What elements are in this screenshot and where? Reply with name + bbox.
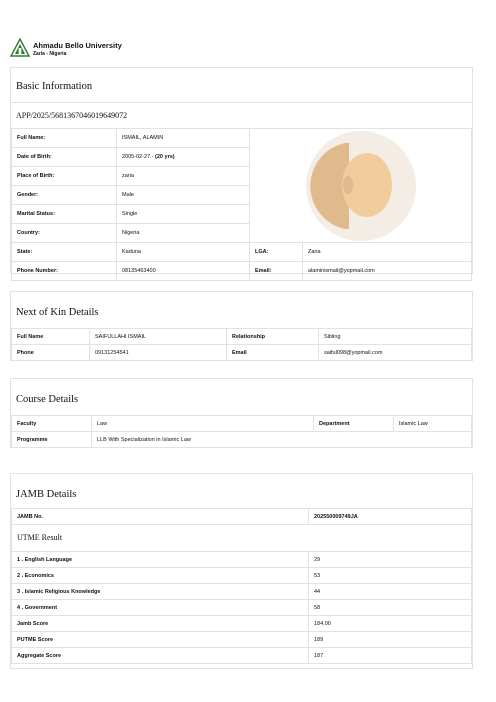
table-row — [12, 416, 472, 432]
basic-information-card — [10, 67, 473, 274]
table-row — [12, 584, 472, 600]
utme-result-title: UTME Result — [11, 525, 472, 551]
lga-value: Zaria — [303, 243, 472, 262]
gender-value: Male — [117, 186, 250, 205]
department-label: Department — [314, 416, 394, 432]
country-label: Country: — [12, 224, 117, 243]
utme-result-table — [11, 551, 472, 664]
lga-label: LGA: — [250, 243, 303, 262]
faculty-value: Law — [92, 416, 314, 432]
course-table — [11, 415, 472, 448]
jamb-score-value: 184.00 — [309, 616, 472, 632]
programme-value: LLB With Specialization in Islamic Law — [92, 432, 472, 448]
table-row — [12, 600, 472, 616]
section-title-basic: Basic Information — [16, 81, 93, 92]
subject-label: 3 . Islamic Religious Knowledge — [12, 584, 309, 600]
table-row — [12, 648, 472, 664]
table-row — [12, 568, 472, 584]
subject-score: 53 — [309, 568, 472, 584]
page-header — [10, 38, 310, 60]
pob-label: Place of Birth: — [12, 167, 117, 186]
application-number: APP/2025/5681367046019649072 — [11, 102, 472, 128]
state-label: State: — [12, 243, 117, 262]
table-row — [12, 329, 472, 345]
kin-name-value: SAIFULLAHI ISMAIL — [90, 329, 227, 345]
table-row — [12, 262, 472, 281]
subject-score: 29 — [309, 552, 472, 568]
kin-email-value: saiful098@yopmail.com — [319, 345, 472, 361]
kin-table — [11, 328, 472, 361]
table-row — [12, 129, 472, 148]
jamb-score-label: Jamb Score — [12, 616, 309, 632]
marital-status-value: Single — [117, 205, 250, 224]
kin-email-label: Email — [227, 345, 319, 361]
subject-score: 44 — [309, 584, 472, 600]
section-title-kin: Next of Kin Details — [16, 307, 99, 318]
table-row — [12, 243, 472, 262]
next-of-kin-card — [10, 291, 473, 361]
department-value: Islamic Law — [394, 416, 472, 432]
subject-score: 58 — [309, 600, 472, 616]
dob-label: Date of Birth: — [12, 148, 117, 167]
marital-status-label: Marital Status: — [12, 205, 117, 224]
pob-value: zaria — [117, 167, 250, 186]
university-logo-icon — [10, 38, 30, 58]
state-value: Kaduna — [117, 243, 250, 262]
putme-score-value: 189 — [309, 632, 472, 648]
aggregate-score-value: 187 — [309, 648, 472, 664]
jamb-number-label: JAMB No. — [12, 509, 309, 525]
passport-photo-cell — [250, 129, 472, 243]
jamb-number-table — [11, 508, 472, 525]
subject-label: 2 . Economics — [12, 568, 309, 584]
passport-photo — [305, 130, 417, 242]
basic-info-table — [11, 128, 472, 281]
subject-label: 1 . English Language — [12, 552, 309, 568]
university-location: Zaria - Nigeria — [33, 51, 67, 57]
gender-label: Gender: — [12, 186, 117, 205]
programme-label: Programme — [12, 432, 92, 448]
table-row — [12, 616, 472, 632]
age-badge: (20 yrs) — [155, 154, 175, 160]
email-label: Email: — [250, 262, 303, 281]
kin-relationship-value: Sibling — [319, 329, 472, 345]
kin-name-label: Full Name — [12, 329, 90, 345]
course-details-card — [10, 378, 473, 448]
full-name-label: Full Name: — [12, 129, 117, 148]
section-title-jamb: JAMB Details — [16, 489, 77, 500]
jamb-details-card — [10, 473, 473, 669]
subject-label: 4 . Government — [12, 600, 309, 616]
jamb-number-value: 202550009749JA — [309, 509, 472, 525]
putme-score-label: PUTME Score — [12, 632, 309, 648]
table-row — [12, 509, 472, 525]
kin-relationship-label: Relationship — [227, 329, 319, 345]
kin-phone-value: 09131254541 — [90, 345, 227, 361]
phone-value: 08135463400 — [117, 262, 250, 281]
full-name-value: ISMAIL, ALAMIN — [117, 129, 250, 148]
faculty-label: Faculty — [12, 416, 92, 432]
table-row — [12, 552, 472, 568]
table-row — [12, 345, 472, 361]
country-value: Nigeria — [117, 224, 250, 243]
email-value: alaminismail@yopmail.com — [303, 262, 472, 281]
kin-phone-label: Phone — [12, 345, 90, 361]
table-row — [12, 632, 472, 648]
aggregate-score-label: Aggregate Score — [12, 648, 309, 664]
table-row — [12, 432, 472, 448]
university-name: Ahmadu Bello University — [33, 41, 122, 50]
phone-label: Phone Number: — [12, 262, 117, 281]
section-title-course: Course Details — [16, 394, 79, 405]
dob-value: 2005-02-27 - (20 yrs) — [117, 148, 250, 167]
